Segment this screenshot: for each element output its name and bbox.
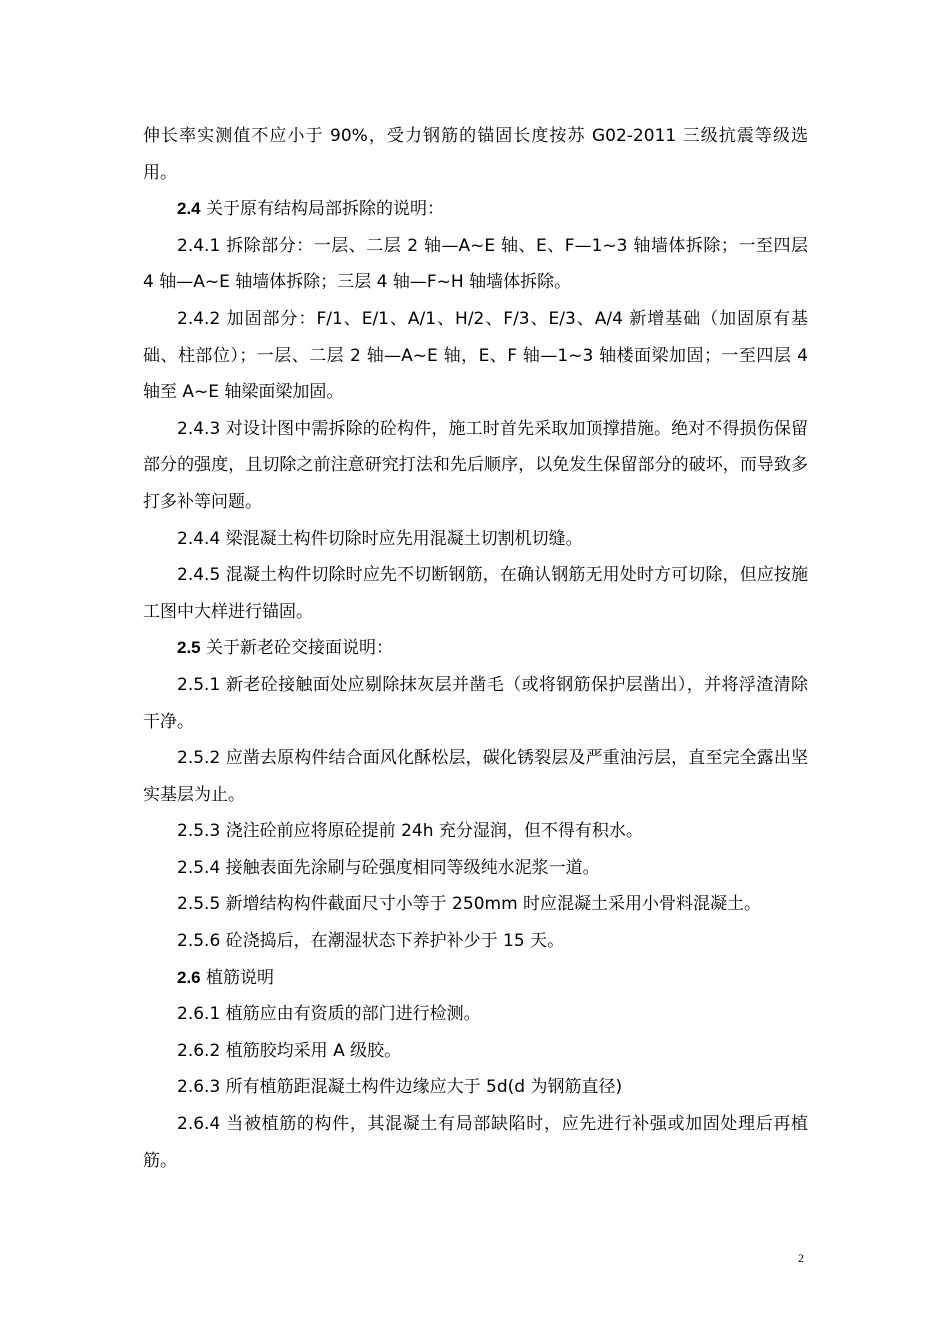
paragraph-2-6-4 (143, 1106, 808, 1179)
paragraph-text: 2.5.1 新老砼接触面处应剔除抹灰层并凿毛（或将钢筋保护层凿出），并将浮渣清除干净。 (143, 674, 808, 732)
paragraph-2-5-4 (143, 850, 808, 887)
paragraph-2-4-3 (143, 411, 808, 521)
paragraph-2-6-2 (143, 1033, 808, 1070)
paragraph-text: 2.4.5 混凝土构件切除时应先不切断钢筋，在确认钢筋无用处时方可切除，但应按施工图中大样进行锚固。 (143, 565, 808, 622)
paragraph-text: 2.5.4 接触表面先涂刷与砼强度相同等级纯水泥浆一道。 (177, 857, 600, 878)
paragraph-text: 2.6.4 当被植筋的构件，其混凝土有局部缺陷时，应先进行补强或加固处理后再植筋。 (143, 1114, 808, 1171)
paragraph-2-5-3 (143, 813, 808, 850)
paragraph-2-4-5 (143, 557, 808, 630)
paragraph-text: 2.4.4 梁混凝土构件切除时应先用混凝土切割机切缝。 (177, 528, 583, 549)
section-heading-2-5 (143, 630, 808, 667)
paragraph-continuation (143, 118, 808, 191)
paragraph-text: 2.5.6 砼浇捣后，在潮湿状态下养护补少于 15 天。 (177, 931, 565, 952)
paragraph-text: 2.4.1 拆除部分：一层、二层 2 轴—A~E 轴、E、F—1~3 轴墙体拆除；一至四层 4 轴—A~E 轴墙体拆除；三层 4 轴—F~H 轴墙体拆除。 (143, 235, 808, 293)
paragraph-text: 2.5.2 应凿去原构件结合面风化酥松层，碳化锈裂层及严重油污层，直至完全露出坚实基层为止。 (143, 748, 808, 805)
document-body (143, 118, 808, 1179)
paragraph-text: 2.6.3 所有植筋距混凝土构件边缘应大于 5d(d 为钢筋直径) (177, 1077, 623, 1098)
paragraph-text: 2.6.1 植筋应由有资质的部门进行检测。 (177, 1004, 481, 1025)
paragraph-2-6-1 (143, 996, 808, 1033)
section-heading-2-4 (143, 191, 808, 228)
paragraph-2-4-2 (143, 301, 808, 411)
paragraph-text: 2.4.2 加固部分：F/1、E/1、A/1、H/2、F/3、E/3、A/4 新增基础（加固原有基础、柱部位）；一层、二层 2 轴—A~E 轴，E、F 轴—1~3 轴楼面梁加固；一至四层 4 轴至 A~E 轴梁面梁加固。 (143, 308, 808, 403)
section-heading-2-6 (143, 960, 808, 997)
paragraph-2-5-6 (143, 923, 808, 960)
paragraph-text: 2.4.3 对设计图中需拆除的砼构件，施工时首先采取加顶撑措施。绝对不得损伤保留部分的强度，且切除之前注意研究打法和先后顺序，以免发生保留部分的破坏，而导致多打多补等问题。 (143, 418, 808, 512)
paragraph-2-4-4 (143, 521, 808, 558)
page-number: 2 (798, 1251, 804, 1265)
section-number: 2.5 (177, 638, 201, 658)
paragraph-2-5-5 (143, 886, 808, 923)
section-number: 2.6 (177, 967, 201, 987)
paragraph-2-5-2 (143, 740, 808, 813)
section-number: 2.4 (177, 199, 201, 219)
paragraph-text: 2.5.5 新增结构构件截面尺寸小等于 250mm 时应混凝土采用小骨料混凝土。 (177, 894, 762, 915)
paragraph-2-4-1 (143, 228, 808, 301)
section-title: 关于新老砼交接面说明： (200, 638, 394, 659)
paragraph-2-6-3 (143, 1069, 808, 1106)
paragraph-text: 2.5.3 浇注砼前应将原砼提前 24h 充分湿润，但不得有积水。 (177, 821, 643, 842)
paragraph-text: 伸长率实测值不应小于 90%，受力钢筋的锚固长度按苏 G02-2011 三级抗震等级选用。 (143, 126, 808, 183)
paragraph-text: 2.6.2 植筋胶均采用 A 级胶。 (177, 1040, 402, 1061)
section-title: 关于原有结构局部拆除的说明： (200, 199, 445, 220)
section-title: 植筋说明 (200, 967, 275, 988)
paragraph-2-5-1 (143, 667, 808, 740)
